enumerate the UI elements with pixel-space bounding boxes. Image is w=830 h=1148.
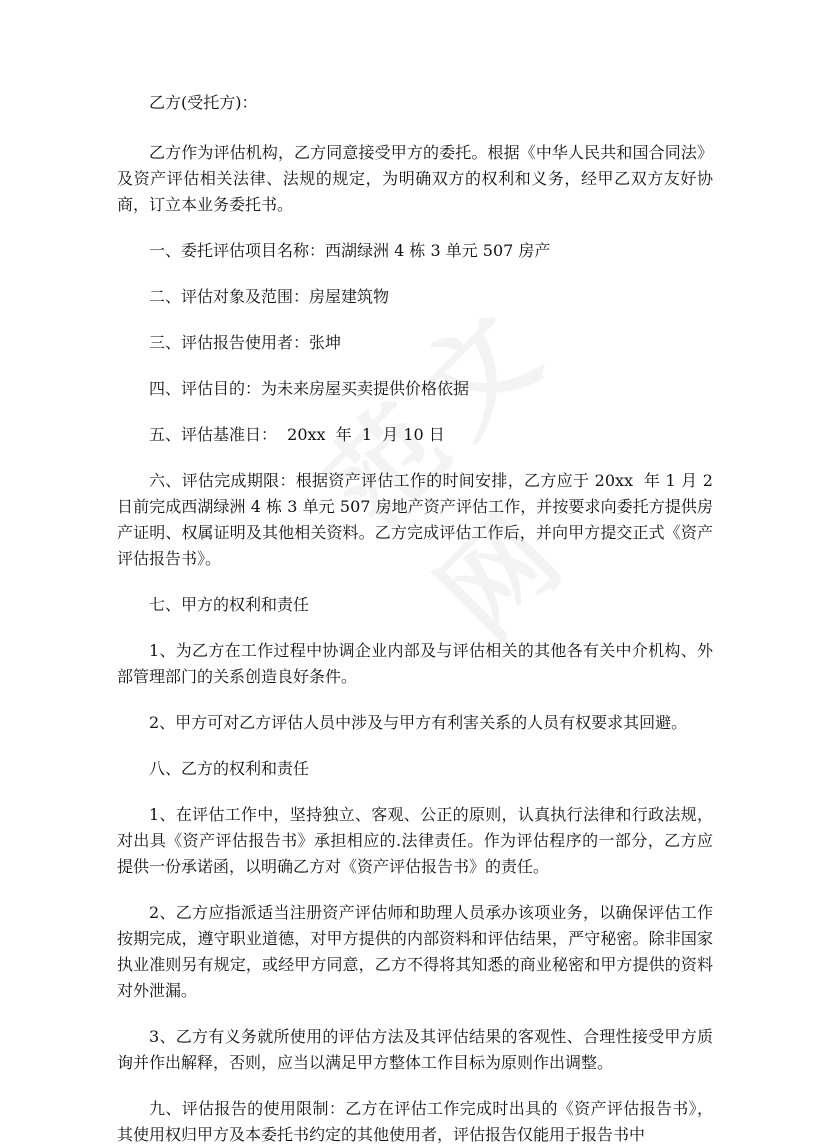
item-8-1: 1、在评估工作中，坚持独立、客观、公正的原则，认真执行法律和行政法规，对出具《资产评估报告书》承担相应的.法律责任。作为评估程序的一部分，乙方应提供一份承诺函，以明确乙方对《资产评估报告书》的责任。 [117,805,713,876]
item-3-report-user: 三、评估报告使用者：张坤 [149,333,342,352]
item-6-deadline: 六、评估完成期限：根据资产评估工作的时间安排，乙方应于 20xx 年 1 月 2 日前完成西湖绿洲 4 栋 3 单元 507 房地产资产评估工作，并按要求向委托方提供房产证明、权属证明及其他相关资料。乙方完成评估工作后，并向甲方提交正式《资产评估报告书》。 [117,471,719,568]
item-7-1: 1、为乙方在工作过程中协调企业内部及与评估相关的其他各有关中介机构、外部管理部门的关系创造良好条件。 [117,641,713,686]
item-1-project-name: 一、委托评估项目名称：西湖绿洲 4 栋 3 单元 507 房产 [149,241,551,260]
item-2-scope: 二、评估对象及范围：房屋建筑物 [149,287,390,306]
intro-paragraph: 乙方作为评估机构，乙方同意接受甲方的委托。根据《中华人民共和国合同法》及资产评估相关法律、法规的规定，为明确双方的权利和义务，经甲乙双方友好协商，订立本业务委托书。 [117,143,713,214]
document-body [117,90,719,1148]
item-7-heading: 七、甲方的权利和责任 [149,595,310,614]
item-7-2: 2、甲方可对乙方评估人员中涉及与甲方有利害关系的人员有权要求其回避。 [149,713,688,732]
item-8-2: 2、乙方应指派适当注册资产评估师和助理人员承办该项业务，以确保评估工作按期完成，遵守职业道德，对甲方提供的内部资料和评估结果，严守秘密。除非国家执业准则另有规定，或经甲方同意，乙方不得将其知悉的商业秘密和甲方提供的资料对外泄漏。 [117,903,713,1000]
item-5-base-date: 五、评估基准日： 20xx 年 1 月 10 日 [149,425,445,444]
item-8-3: 3、乙方有义务就所使用的评估方法及其评估结果的客观性、合理性接受甲方质询并作出解释，否则，应当以满足甲方整体工作目标为原则作出调整。 [117,1027,713,1072]
party-b-label: 乙方(受托方)： [149,93,258,112]
item-8-heading: 八、乙方的权利和责任 [149,759,310,778]
item-4-purpose: 四、评估目的：为未来房屋买卖提供价格依据 [149,379,470,398]
item-9-usage-restriction: 九、评估报告的使用限制：乙方在评估工作完成时出具的《资产评估报告书》，其使用权归甲方及本委托书约定的其他使用者，评估报告仅能用于报告书中 [117,1099,713,1144]
